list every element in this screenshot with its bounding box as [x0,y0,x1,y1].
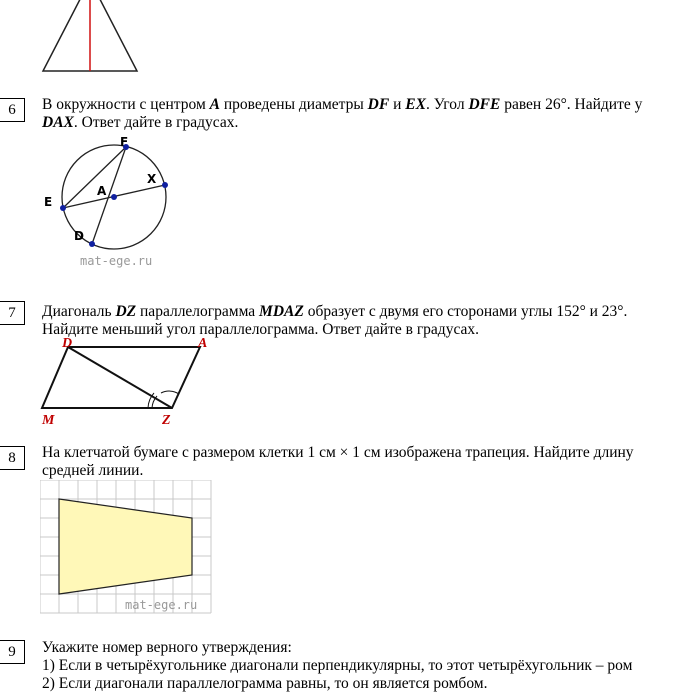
math-var: MDAZ [259,303,304,320]
statement-2: 2) Если диагонали параллелограмма равны, то он является ромбом. [42,675,488,692]
point-e [60,205,66,211]
problem-number: 9 [0,640,25,664]
triangle-figure [30,0,150,80]
diagonal-dz [68,347,172,408]
point-x [162,182,168,188]
math-var: DZ [115,303,137,320]
text-part: образует с двумя его сторонами углы 152° и 23°. [303,303,628,320]
text-part: равен 26°. Найдите у [500,96,643,113]
problem-text [42,639,675,693]
text-part: На клетчатой бумаге с размером клетки 1 см × 1 см изображена трапеция. Найдите длину [42,444,634,461]
problem-number: 8 [0,446,25,470]
problem-text [42,96,675,132]
text-part: В окружности с центром [42,96,210,113]
text-part: . Угол [425,96,469,113]
problem-number: 7 [0,301,25,325]
point-d [89,241,95,247]
text-part: Укажите номер верного утверждения: [42,639,292,656]
problem-number: 6 [0,98,25,122]
text-part: проведены диаметры [219,96,368,113]
label-z: Z [162,413,171,428]
problem-text [42,303,675,339]
text-part: Найдите меньший угол параллелограмма. Ответ дайте в градусах. [42,321,480,338]
trapezoid-shape [59,499,192,594]
label-e: E [44,195,53,209]
point-a [111,194,117,200]
label-a: A [198,336,208,351]
text-part: Диагональ [42,303,116,320]
label-m: M [42,413,55,428]
math-var: A [209,96,220,113]
text-part: . Ответ дайте в градусах. [73,114,239,131]
math-var: DFE [468,96,501,113]
parallelogram-figure [38,336,218,428]
chord-fe [63,147,126,208]
math-var: EX [405,96,426,113]
watermark: mat-ege.ru [125,598,198,612]
watermark: mat-ege.ru [80,254,153,268]
label-d: D [62,336,73,351]
label-x: X [147,172,157,186]
circle-figure [40,134,180,274]
label-f: F [120,135,129,149]
angle-arc [161,391,179,394]
label-d: D [74,229,84,243]
math-var: DAX [42,114,74,131]
grid-figure [40,480,215,620]
label-a: A [97,184,107,198]
text-part: и [389,96,406,113]
statement-1: 1) Если в четырёхугольнике диагонали перпендикулярны, то этот четырёхугольник – ром [42,657,633,674]
text-part: средней линии. [42,462,144,479]
math-var: DF [367,96,390,113]
problem-text [42,444,675,480]
text-part: параллелограмма [136,303,260,320]
